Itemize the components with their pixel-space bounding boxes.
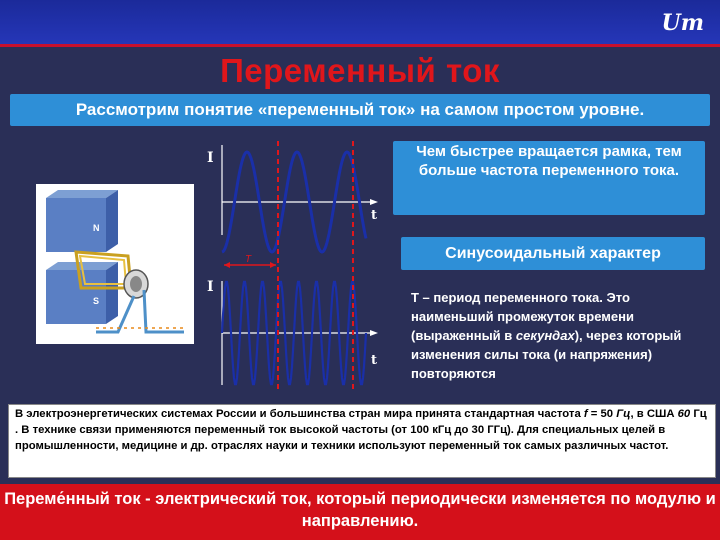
bottom-axis-i-label: I (207, 279, 214, 295)
period-description: Т – период переменного тока. Это наименьший промежуток времени (выраженный в секундах), через который изменения силы тока (и напряжения) повторяются (411, 290, 682, 381)
sine-graphs (198, 135, 394, 390)
page-title: Переменный ток (220, 52, 500, 89)
bottom-axis-t-label: t (371, 353, 378, 368)
top-axis-i-label: I (207, 150, 214, 166)
top-bar (0, 0, 720, 47)
logo: Um (661, 10, 704, 36)
sinus-callout: Синусоидальный характер (401, 237, 705, 270)
definition-bar: Переме́нный ток - электрический ток, который периодически изменяется по модулю и направлению. (0, 484, 720, 540)
frequency-callout: Чем быстрее вращается рамка, тем больше частота переменного тока. (393, 141, 705, 215)
top-axis-t-label: t (371, 208, 378, 223)
magnet-n-label: N (93, 223, 100, 233)
info-box: В электроэнергетических системах России и большинства стран мира принята стандартная частота f = 50 Гц, в США 60 Гц . В технике связи применяются переменный ток высокой частоты (от 100 кГц до 30 ГГц). Для специальных целей в промышленности, медицине и др. отраслях науки и техники используют переменный ток самых различных частот. (8, 404, 716, 478)
magnet-s-label: S (93, 296, 100, 306)
subtitle-bar: Рассмотрим понятие «переменный ток» на самом простом уровне. (10, 94, 710, 126)
generator-illustration (36, 184, 194, 344)
period-label: T (245, 254, 252, 265)
